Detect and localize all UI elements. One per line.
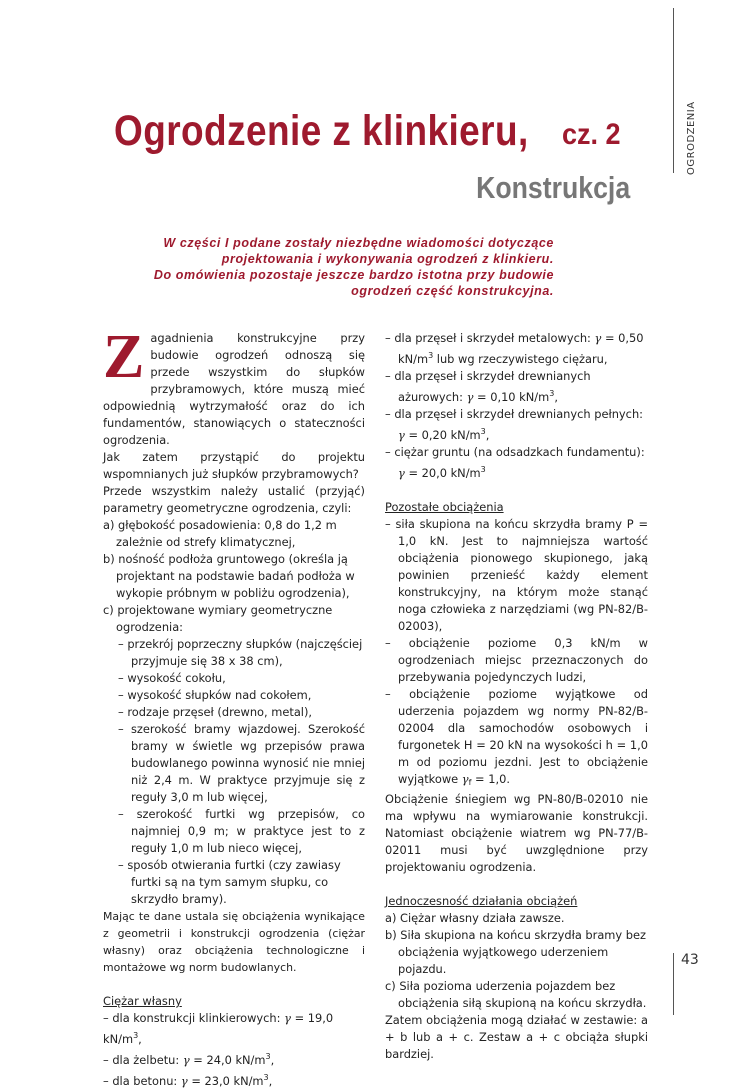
lead-line: Do omówienia pozostaje jeszcze bardzo istotna przy budowie [153, 268, 554, 282]
section-label [678, 100, 697, 180]
lead-line: ogrodzeń część konstrukcyjna. [351, 284, 554, 298]
sub-list-item: – rodzaje przęseł (drewno, metal), [118, 705, 313, 719]
sub-list-item: – szerokość bramy wjazdowej. Szerokość bramy w świetle wg przepisów prawa budowlanego powinna wynosić nie mniej niż 2,4 m. W praktyce przyjmuje się z reguły 3,0 m lub więcej, [118, 722, 365, 804]
sub-list-item: – przekrój poprzeczny słupków (najczęściej przyjmuje się 38 x 38 cm), [118, 637, 363, 668]
list-item: a) Ciężar własny działa zawsze. [385, 911, 565, 925]
article-title [114, 107, 644, 156]
paragraph: Obciążenie śniegiem wg PN-80/B-02010 nie ma wpływu na wymiarowanie konstrukcji. Natomiast obciążenie wiatrem wg PN-77/B-02011 musi być uwzględnione przy projektowaniu ogrodzenia. [385, 792, 648, 874]
weight-item: – dla żelbetu: γ = 24,0 $kN/m^3$, [103, 1052, 275, 1067]
weight-item: – dla przęseł i skrzydeł drewnianych ażurowych: γ = 0,10 $kN/m^3$, [385, 369, 591, 404]
section-heading: Jednoczesność działania obciążeń [385, 894, 578, 908]
intro-paragraph [103, 323, 365, 449]
paragraph: Jak zatem przystąpić do projektu wspomnianych już słupków przybramowych? [103, 450, 365, 481]
weight-item: – dla przęseł i skrzydeł metalowych: γ = 0,50 $kN/m^3$ lub wg rzeczywistego ciężaru, [385, 331, 644, 366]
article-subtitle-text: Konstrukcja [475, 170, 630, 205]
article-subtitle [451, 170, 630, 206]
list-item: b) Siła skupiona na końcu skrzydła bramy bez obciążenia wyjątkowego uderzeniem pojazdu. [385, 928, 646, 976]
list-item: c) Siła pozioma uderzenia pojazdem bez obciążenia siłą skupioną na końcu skrzydła. [385, 979, 647, 1010]
section-heading: Ciężar własny [103, 994, 182, 1008]
sub-list-item: – wysokość cokołu, [118, 671, 226, 685]
section-heading: Pozostałe obciążenia [385, 500, 504, 514]
side-rule-bottom [673, 953, 674, 1015]
list-item: a) głębokość posadowienia: 0,8 do 1,2 m zależnie od strefy klimatycznej, [103, 518, 337, 549]
list-item: c) projektowane wymiary geometryczne ogrodzenia: [103, 603, 333, 634]
drop-cap: Z [103, 323, 145, 391]
load-item: – obciążenie poziome wyjątkowe od uderzenia pojazdem wg normy PN-82/B-02004 dla samochodów osobowych i furgonetek H = 20 kN na wysokości h = 1,0 m od poziomu jezdni. Jest to obciążenie wyjątkowe $\gamma_f = 1,0$. [385, 687, 648, 787]
weight-item: – dla konstrukcji klinkierowych: γ = 19,0 $kN/m^3$, [103, 1011, 334, 1046]
sub-list-item: – szerokość furtki wg przepisów, co najmniej 0,9 m; w praktyce jest to z reguły 1,0 m lub nieco więcej, [118, 807, 365, 855]
list-item: b) nośność podłoża gruntowego (określa ją projektant na podstawie badań podłoża w wykopie próbnym w pobliżu ogrodzenia), [103, 552, 355, 600]
section-label-text: OGRODZENIA [686, 101, 697, 175]
article-title-part: cz. 2 [562, 118, 621, 151]
sub-list-item: – sposób otwierania furtki (czy zawiasy furtki są na tym samym słupku, co skrzydło bramy). [118, 858, 341, 906]
article-title-main: Ogrodzenie z klinkieru, [114, 107, 529, 155]
lead-line: W części I podane zostały niezbędne wiadomości dotyczące [163, 236, 554, 250]
right-column [385, 330, 648, 1063]
paragraph: Przede wszystkim należy ustalić (przyjąć) parametry geometryczne ogrodzenia, czyli: [103, 484, 365, 515]
weight-item: – dla przęseł i skrzydeł drewnianych pełnych: γ = 0,20 $kN/m^3$, [385, 407, 643, 442]
left-column [103, 323, 365, 1090]
weight-item: – dla betonu: γ = 23,0 $kN/m^3$, [103, 1073, 273, 1088]
paragraph: Mając te dane ustala się obciążenia wynikające z geometrii i konstrukcji ogrodzenia (ciężar własny) oraz obciążenia technologiczne i montażowe wg norm budowlanych. [103, 910, 365, 974]
load-item: – siła skupiona na końcu skrzydła bramy P = 1,0 kN. Jest to najmniejsza wartość obciążenia pionowego skupionego, jaką powinien przenieść każdy element konstrukcyjny, na którym może stanąć noga człowieka z narzędziami (wg PN-82/B-02003), [385, 517, 648, 633]
lead-paragraph [120, 235, 554, 299]
weight-item: – ciężar gruntu (na odsadzkach fundamentu): γ = 20,0 $kN/m^3$ [385, 445, 645, 480]
paragraph: Zatem obciążenia mogą działać w zestawie: a + b lub a + c. Zestaw a + c obciąża słupki bardziej. [385, 1013, 648, 1061]
lead-line: projektowania i wykonywania ogrodzeń z klinkieru. [221, 252, 554, 266]
side-rule-top [673, 8, 674, 173]
sub-list-item: – wysokość słupków nad cokołem, [118, 688, 312, 702]
intro-text: agadnienia konstrukcyjne przy budowie ogrodzeń odnoszą się przede wszystkim do słupków przybramowych, które muszą mieć odpowiednią wytrzymałość oraz do ich fundamentów, stanowiących o stateczności ogrodzenia. [103, 331, 365, 447]
page-number: 43 [681, 952, 699, 968]
load-item: – obciążenie poziome 0,3 kN/m w ogrodzeniach miejsc przeznaczonych do przebywania pojedynczych ludzi, [385, 636, 648, 684]
